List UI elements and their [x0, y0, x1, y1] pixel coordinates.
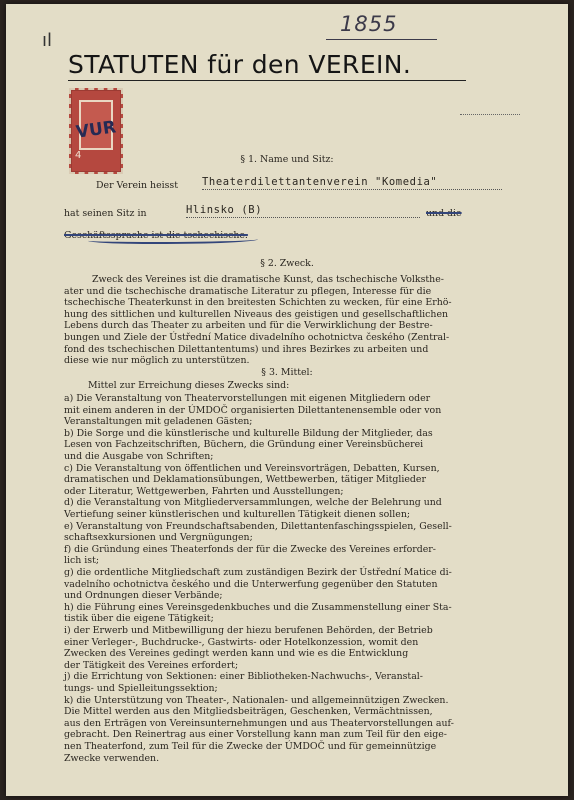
section3-line: Die Mittel werden aus den Mitgliedsbeiträgen, Geschenken, Vermächtnissen,	[64, 706, 433, 718]
dotted-line	[460, 114, 520, 115]
handwritten-number: 1855	[340, 12, 398, 36]
section3-line: und Ordnungen dieser Verbände;	[64, 590, 223, 602]
section2-heading: § 2. Zweck.	[260, 258, 314, 269]
section2-line: Lebens durch das Theater zu arbeiten und für die Verwirklichung der Bestre-	[64, 320, 433, 332]
section3-line: h) die Führung eines Vereinsgedenkbuches und die Zusammenstellung einer Sta-	[64, 601, 452, 613]
section3-line: der Tätigkeit des Vereines erfordert;	[64, 659, 239, 671]
section2-line: fond des tschechischen Dilettantentums) und ihres Bezirkes zu arbeiten und	[64, 343, 429, 355]
section3-line: und die Ausgabe von Schriften;	[64, 451, 214, 462]
section3-line: Zwecken des Vereines gedingt werden kann und wie es die Entwicklung	[64, 648, 409, 660]
section3-line: k) die Unterstützung von Theater-, Nationalen- und allgemeinnützigen Zwecken.	[64, 694, 449, 706]
section3-line: Zwecke verwenden.	[64, 752, 160, 764]
section3-line: aus den Erträgen von Vereinsunternehmungen und aus Theatervorstellungen auf-	[64, 717, 454, 729]
section2-line: hung des sittlichen und kulturellen Niveaus des geistigen und gesellschaftlichen	[64, 308, 449, 320]
struck-text: und die	[426, 208, 462, 219]
page-title: STATUTEN für den VEREIN.	[68, 50, 412, 79]
section2-line: Zweck des Vereines ist die dramatische Kunst, das tschechische Volksthe-	[92, 274, 444, 285]
section3-line: b) Die Sorge und die künstlerische und kulturelle Bildung der Mitglieder, das	[64, 427, 433, 439]
seat-value: Hlinsko (B)	[186, 205, 420, 218]
section3-line: einer Verleger-, Buchdrucke-, Gastwirts- oder Hotelkonzession, womit den	[64, 636, 419, 648]
section3-line: gebracht. Den Reinertrag aus einer Vorstellung kann man zum Teil für den eige-	[64, 729, 447, 741]
section3-line: lich ist;	[64, 555, 100, 567]
section3-line: e) Veranstaltung von Freundschaftsabenden, Dilettantenfaschingsspielen, Gesell-	[64, 520, 452, 532]
section3-line: g) die ordentliche Mitgliedschaft zum zuständigen Bezirk der Ústřední Matice di-	[64, 567, 452, 578]
section3-intro: Mittel zur Erreichung dieses Zwecks sind:	[88, 380, 290, 391]
section3-line: tungs- und Spielleitungssektion;	[64, 683, 218, 694]
section2-line: ater und die tschechische dramatische Literatur zu pflegen, Interesse für die	[64, 285, 432, 297]
seat-label: hat seinen Sitz in	[64, 208, 147, 219]
name-label: Der Verein heisst	[96, 180, 179, 191]
section3-line: a) Die Veranstaltung von Theatervorstellungen mit eigenen Mitgliedern oder	[64, 393, 431, 404]
section2-line: tschechische Theaterkunst in den breitesten Schichten zu wecken, für eine Erhö-	[64, 297, 452, 309]
section2-line: bungen und Ziele der Ústřední Matice divadelního ochotnictva českého (Zentral-	[64, 332, 450, 343]
struck-language-line: Geschäftssprache ist die tschechische.	[64, 230, 248, 241]
section3-line: Lesen von Fachzeitschriften, Büchern, die Gründung einer Vereinsbücherei	[64, 439, 424, 451]
section3-line: Veranstaltungen mit geladenen Gästen;	[64, 416, 253, 428]
section3-line: vadelního ochotnictva českého und die Unterwerfung gegenüber den Statuten	[64, 578, 438, 590]
stamp-overprint: VUR	[74, 117, 118, 143]
section3-line: j) die Errichtung von Sektionen: einer Bibliotheken-Nachwuchs-, Veranstal-	[64, 671, 423, 683]
section3-line: i) der Erwerb und Mitbewilligung der hiezu berufenen Behörden, der Betrieb	[64, 625, 433, 636]
section1-heading: § 1. Name und Sitz:	[240, 154, 334, 165]
section3-heading: § 3. Mittel:	[261, 367, 313, 378]
section3-line: c) Die Veranstaltung von öffentlichen und Vereinsvorträgen, Debatten, Kursen,	[64, 462, 440, 474]
section3-line: schaftsexkursionen und Vergnügungen;	[64, 532, 253, 544]
section3-line: nen Theaterfond, zum Teil für die Zwecke der ÚMDOČ und für gemeinnützige	[64, 741, 437, 752]
association-name: Theaterdilettantenverein "Komedia"	[202, 177, 502, 190]
section2-line: diese wie nur möglich zu unterstützen.	[64, 355, 250, 367]
title-underline	[68, 80, 466, 81]
section3-line: mit einem anderen in der ÚMDOČ organisierten Dilettantenensemble oder von	[64, 404, 442, 416]
handwritten-mark: ıl	[42, 30, 53, 51]
section3-line: tistik über die eigene Tätigkeit;	[64, 613, 214, 625]
section3-line: Vertiefung seiner künstlerischen und kulturellen Tätigkeit dienen sollen;	[64, 509, 411, 520]
section3-line: oder Literatur, Wettgewerben, Fahrten und Ausstellungen;	[64, 485, 344, 497]
section3-line: f) die Gründung eines Theaterfonds der für die Zwecke des Vereines erforder-	[64, 543, 436, 555]
section3-line: dramatischen und Deklamationsübungen, Wettbewerben, tätiger Mitglieder	[64, 474, 426, 486]
stamp-value: 4	[75, 150, 82, 161]
section3-line: d) die Veranstaltung von Mitgliederversammlungen, welche der Belehrung und	[64, 497, 442, 509]
pen-strike-mark	[88, 236, 258, 244]
document-page	[6, 4, 568, 796]
